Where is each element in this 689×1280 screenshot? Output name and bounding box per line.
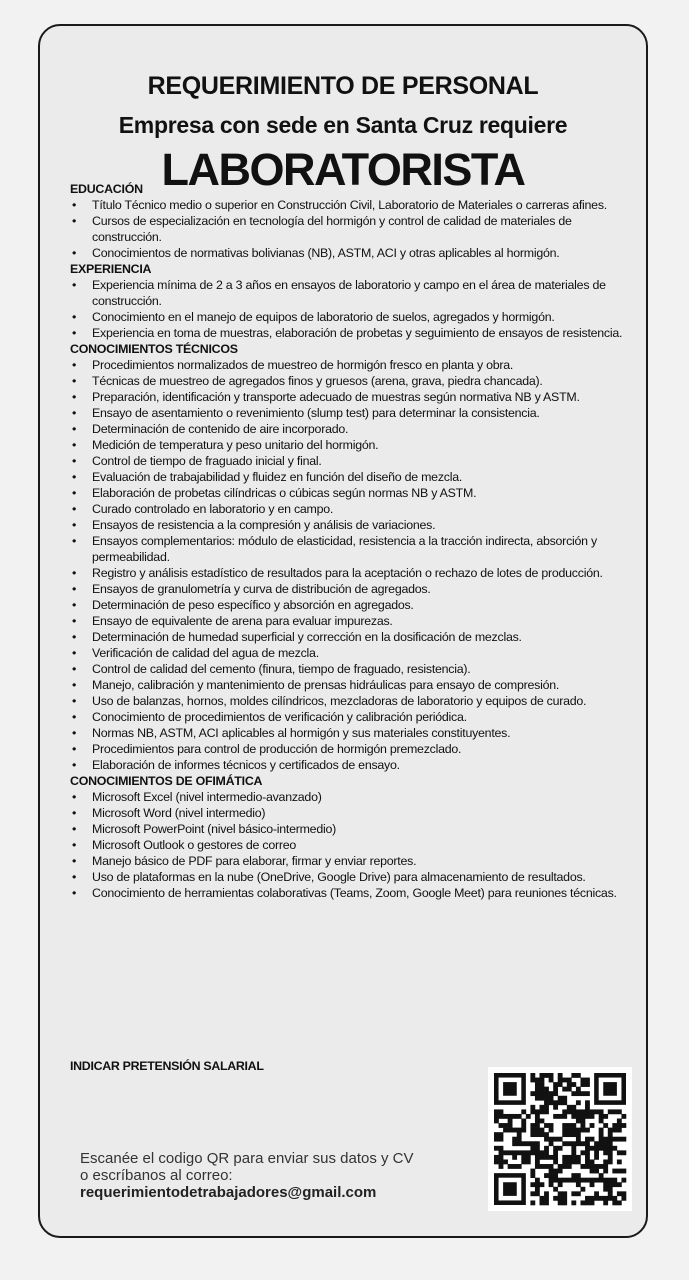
list-item: • Elaboración de probetas cilíndricas o cúbicas según normas NB y ASTM. — [70, 485, 640, 501]
list-item: • Determinación de contenido de aire incorporado. — [70, 421, 640, 437]
section-title: CONOCIMIENTOS TÉCNICOS — [70, 342, 238, 356]
list-item: • Conocimiento en el manejo de equipos de laboratorio de suelos, agregados y hormigón. — [70, 309, 640, 325]
requirements-list — [70, 277, 640, 341]
list-item: • Preparación, identificación y transporte adecuado de muestras según normativa NB y ASTM. — [70, 389, 640, 405]
contact-line-2: o escríbanos al correo: — [80, 1167, 233, 1184]
section-title: EXPERIENCIA — [70, 262, 152, 276]
list-item: • Control de tiempo de fraguado inicial y final. — [70, 453, 640, 469]
position-title: LABORATORISTA — [161, 144, 525, 195]
qr-code-icon[interactable] — [488, 1067, 632, 1211]
list-item: • Elaboración de informes técnicos y certificados de ensayo. — [70, 757, 640, 773]
list-item: • Manejo básico de PDF para elaborar, firmar y enviar reportes. — [70, 853, 640, 869]
section-experience — [70, 261, 640, 341]
list-item: • Conocimiento de herramientas colaborativas (Teams, Zoom, Google Meet) para reuniones técnicas. — [70, 885, 640, 901]
list-item: • Microsoft Outlook o gestores de correo — [70, 837, 640, 853]
list-item: • Microsoft PowerPoint (nivel básico-intermedio) — [70, 821, 640, 837]
requirements-list — [70, 789, 640, 901]
job-posting-card — [38, 24, 648, 1238]
list-item: • Evaluación de trabajabilidad y fluidez en función del diseño de mezcla. — [70, 469, 640, 485]
list-item: • Uso de balanzas, hornos, moldes cilíndricos, mezcladoras de laboratorio y equipos de curado. — [70, 693, 640, 709]
list-item: • Cursos de especialización en tecnología del hormigón y control de calidad de materiales de construcción. — [70, 213, 640, 245]
list-item: • Medición de temperatura y peso unitario del hormigón. — [70, 437, 640, 453]
section-technical — [70, 341, 640, 773]
list-item: • Ensayo de asentamiento o revenimiento (slump test) para determinar la consistencia. — [70, 405, 640, 421]
list-item: • Uso de plataformas en la nube (OneDrive, Google Drive) para almacenamiento de resultados. — [70, 869, 640, 885]
list-item: • Experiencia en toma de muestras, elaboración de probetas y seguimiento de ensayos de resistencia. — [70, 325, 640, 341]
list-item: • Manejo, calibración y mantenimiento de prensas hidráulicas para ensayo de compresión. — [70, 677, 640, 693]
section-education — [70, 181, 640, 261]
contact-info — [80, 1150, 500, 1201]
list-item: • Técnicas de muestreo de agregados finos y gruesos (arena, grava, piedra chancada). — [70, 373, 640, 389]
list-item: • Ensayos de granulometría y curva de distribución de agregados. — [70, 581, 640, 597]
posting-subtitle: Empresa con sede en Santa Cruz requiere — [118, 112, 568, 138]
list-item: • Ensayo de equivalente de arena para evaluar impurezas. — [70, 613, 640, 629]
section-title: CONOCIMIENTOS DE OFIMÁTICA — [70, 774, 263, 788]
list-item: • Determinación de peso específico y absorción en agregados. — [70, 597, 640, 613]
list-item: • Título Técnico medio o superior en Construcción Civil, Laboratorio de Materiales o carreras afines. — [70, 197, 640, 213]
list-item: • Conocimiento de procedimientos de verificación y calibración periódica. — [70, 709, 640, 725]
list-item: • Normas NB, ASTM, ACI aplicables al hormigón y sus materiales constituyentes. — [70, 725, 640, 741]
section-title: EDUCACIÓN — [70, 182, 143, 196]
list-item: • Microsoft Word (nivel intermedio) — [70, 805, 640, 821]
section-office-skills — [70, 773, 640, 901]
list-item: • Procedimientos normalizados de muestreo de hormigón fresco en planta y obra. — [70, 357, 640, 373]
list-item: • Ensayos complementarios: módulo de elasticidad, resistencia a la tracción indirecta, absorción y permeabilidad. — [70, 533, 640, 565]
list-item: • Microsoft Excel (nivel intermedio-avanzado) — [70, 789, 640, 805]
requirements-list — [70, 197, 640, 261]
list-item: • Procedimientos para control de producción de hormigón premezclado. — [70, 741, 640, 757]
contact-email-link[interactable]: requerimientodetrabajadores@gmail.com — [80, 1184, 377, 1201]
list-item: • Control de calidad del cemento (finura, tiempo de fraguado, resistencia). — [70, 661, 640, 677]
contact-line-1: Escanée el codigo QR para enviar sus datos y CV — [80, 1150, 414, 1167]
qr-code-graphic — [488, 1067, 632, 1211]
list-item: • Curado controlado en laboratorio y en campo. — [70, 501, 640, 517]
requirements-content — [70, 181, 640, 901]
list-item: • Ensayos de resistencia a la compresión y análisis de variaciones. — [70, 517, 640, 533]
requirements-list — [70, 357, 640, 773]
list-item: • Registro y análisis estadístico de resultados para la aceptación o rechazo de lotes de producción. — [70, 565, 640, 581]
list-item: • Verificación de calidad del agua de mezcla. — [70, 645, 640, 661]
posting-title: REQUERIMIENTO DE PERSONAL — [147, 72, 539, 100]
list-item: • Conocimientos de normativas bolivianas (NB), ASTM, ACI y otras aplicables al hormigón. — [70, 245, 640, 261]
list-item: • Determinación de humedad superficial y corrección en la dosificación de mezclas. — [70, 629, 640, 645]
salary-note: INDICAR PRETENSIÓN SALARIAL — [70, 1059, 264, 1073]
list-item: • Experiencia mínima de 2 a 3 años en ensayos de laboratorio y campo en el área de materiales de construcción. — [70, 277, 640, 309]
